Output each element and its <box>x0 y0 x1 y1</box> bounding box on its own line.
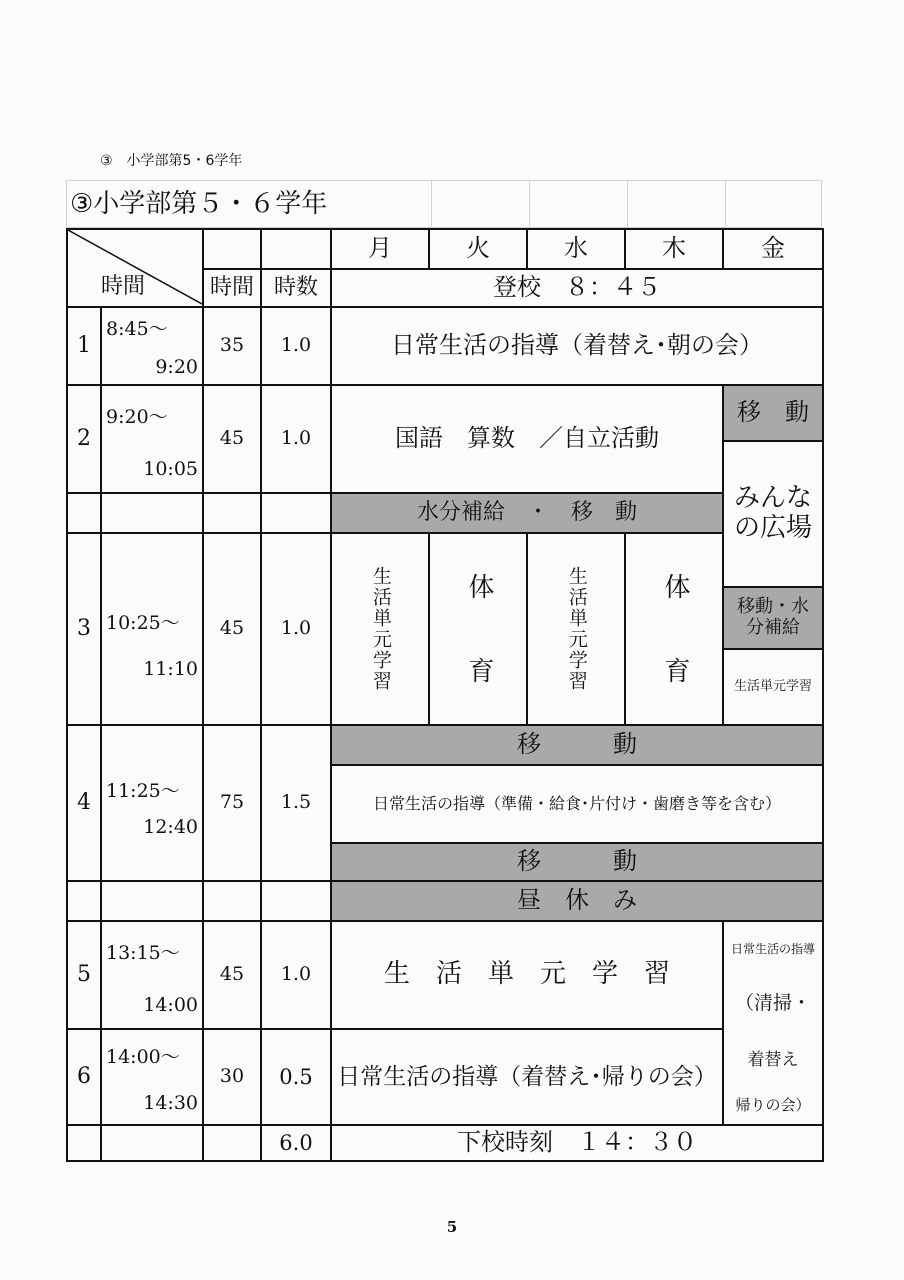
blank-cell <box>100 1124 204 1162</box>
period-time-cell <box>100 532 204 726</box>
period-end: 14:00 <box>143 994 198 1016</box>
p3-fri-move: 移動・水分補給 <box>722 586 824 650</box>
blank-cell <box>100 880 204 922</box>
blank-cell <box>202 492 262 534</box>
dismissal-time: 下校時刻 １４：３０ <box>330 1124 824 1162</box>
p1-activity: 日常生活の指導（着替え･朝の会） <box>330 306 824 386</box>
period-time-cell <box>100 724 204 882</box>
header-blank-2 <box>260 228 332 270</box>
blank-cell <box>260 492 332 534</box>
period-units: 1.0 <box>260 532 332 726</box>
blank-cell <box>202 880 262 922</box>
day-tue: 火 <box>428 228 528 270</box>
p5-activity: 生 活 単 元 学 習 <box>330 920 724 1030</box>
p4-activity: 日常生活の指導（準備・給食･片付け・歯磨き等を含む） <box>330 764 824 844</box>
header-jikan2: 時間 <box>202 268 262 308</box>
period-minutes: 30 <box>202 1028 262 1126</box>
period-minutes: 75 <box>202 724 262 882</box>
p3-wed <box>526 532 626 726</box>
day-wed: 水 <box>526 228 626 270</box>
arrival-time: 登校 ８：４５ <box>330 268 824 308</box>
p3-thu <box>624 532 724 726</box>
p3-thu-label: 体 育 <box>659 573 690 685</box>
period-end: 11:10 <box>143 658 198 680</box>
p3-tue <box>428 532 528 726</box>
move-band-b: 移 動 <box>330 842 824 882</box>
page-number: 5 <box>446 1218 458 1237</box>
period-end: 14:30 <box>143 1092 198 1114</box>
blank-cell <box>66 492 102 534</box>
header-jikan: 時間 <box>100 274 145 300</box>
period-start: 8:45～ <box>106 318 168 340</box>
period-time-cell <box>100 1028 204 1126</box>
p56-fri-head: 日常生活の指導 <box>730 942 815 957</box>
blank-cell <box>66 1124 102 1162</box>
period-start: 10:25～ <box>106 612 180 634</box>
p3-fri-activity: 生活単元学習 <box>722 648 824 726</box>
period-time-cell <box>100 384 204 494</box>
p2-activity: 国語 算数 ／自立活動 <box>330 384 724 494</box>
period-end: 9:20 <box>155 356 198 378</box>
period-number: 1 <box>66 306 102 386</box>
blank-cell <box>100 492 204 534</box>
period-units: 0.5 <box>260 1028 332 1126</box>
period-units: 1.0 <box>260 306 332 386</box>
period-units: 1.0 <box>260 384 332 494</box>
period-minutes: 45 <box>202 532 262 726</box>
water-move-band: 水分補給 ・ 移 動 <box>330 492 724 534</box>
period-minutes: 35 <box>202 306 262 386</box>
period-start: 13:15～ <box>106 942 180 964</box>
header-jisu: 時数 <box>260 268 332 308</box>
p3-mon-label: 生活単元学習 <box>369 566 392 692</box>
lunch-break-band: 昼 休 み <box>330 880 824 922</box>
day-mon: 月 <box>330 228 430 270</box>
period-minutes: 45 <box>202 920 262 1030</box>
header-corner <box>66 228 204 308</box>
blank-cell <box>66 880 102 922</box>
period-number: 4 <box>66 724 102 882</box>
p3-tue-label: 体 育 <box>463 573 494 685</box>
p3-mon <box>330 532 430 726</box>
day-fri: 金 <box>722 228 824 270</box>
p56-fri-line3: 帰りの会） <box>735 1096 811 1115</box>
p6-activity: 日常生活の指導（着替え･帰りの会） <box>330 1028 724 1126</box>
p56-fri <box>722 920 824 1126</box>
day-thu: 木 <box>624 228 724 270</box>
p56-fri-line2: 着替え <box>747 1050 799 1071</box>
period-end: 12:40 <box>143 816 198 838</box>
period-units: 1.5 <box>260 724 332 882</box>
period-time-cell <box>100 306 204 386</box>
blank-cell <box>260 880 332 922</box>
period-number: 2 <box>66 384 102 494</box>
fri-hiroba: みんなの広場 <box>722 440 824 588</box>
period-minutes: 45 <box>202 384 262 494</box>
page-title: ③小学部第５・６学年 <box>70 189 328 220</box>
fri-move: 移 動 <box>722 384 824 442</box>
move-band-a: 移 動 <box>330 724 824 766</box>
period-end: 10:05 <box>143 458 198 480</box>
blank-cell <box>202 1124 262 1162</box>
period-start: 11:25～ <box>106 780 180 802</box>
p56-fri-line1: （清掃・ <box>734 992 811 1015</box>
period-units: 1.0 <box>260 920 332 1030</box>
period-number: 6 <box>66 1028 102 1126</box>
p3-wed-label: 生活単元学習 <box>565 566 588 692</box>
period-start: 14:00～ <box>106 1046 180 1068</box>
total-units: 6.0 <box>260 1124 332 1162</box>
section-caption: ③ 小学部第5・6学年 <box>100 153 243 169</box>
header-blank-1 <box>202 228 262 270</box>
period-start: 9:20～ <box>106 406 168 428</box>
period-number: 3 <box>66 532 102 726</box>
period-time-cell <box>100 920 204 1030</box>
period-number: 5 <box>66 920 102 1030</box>
